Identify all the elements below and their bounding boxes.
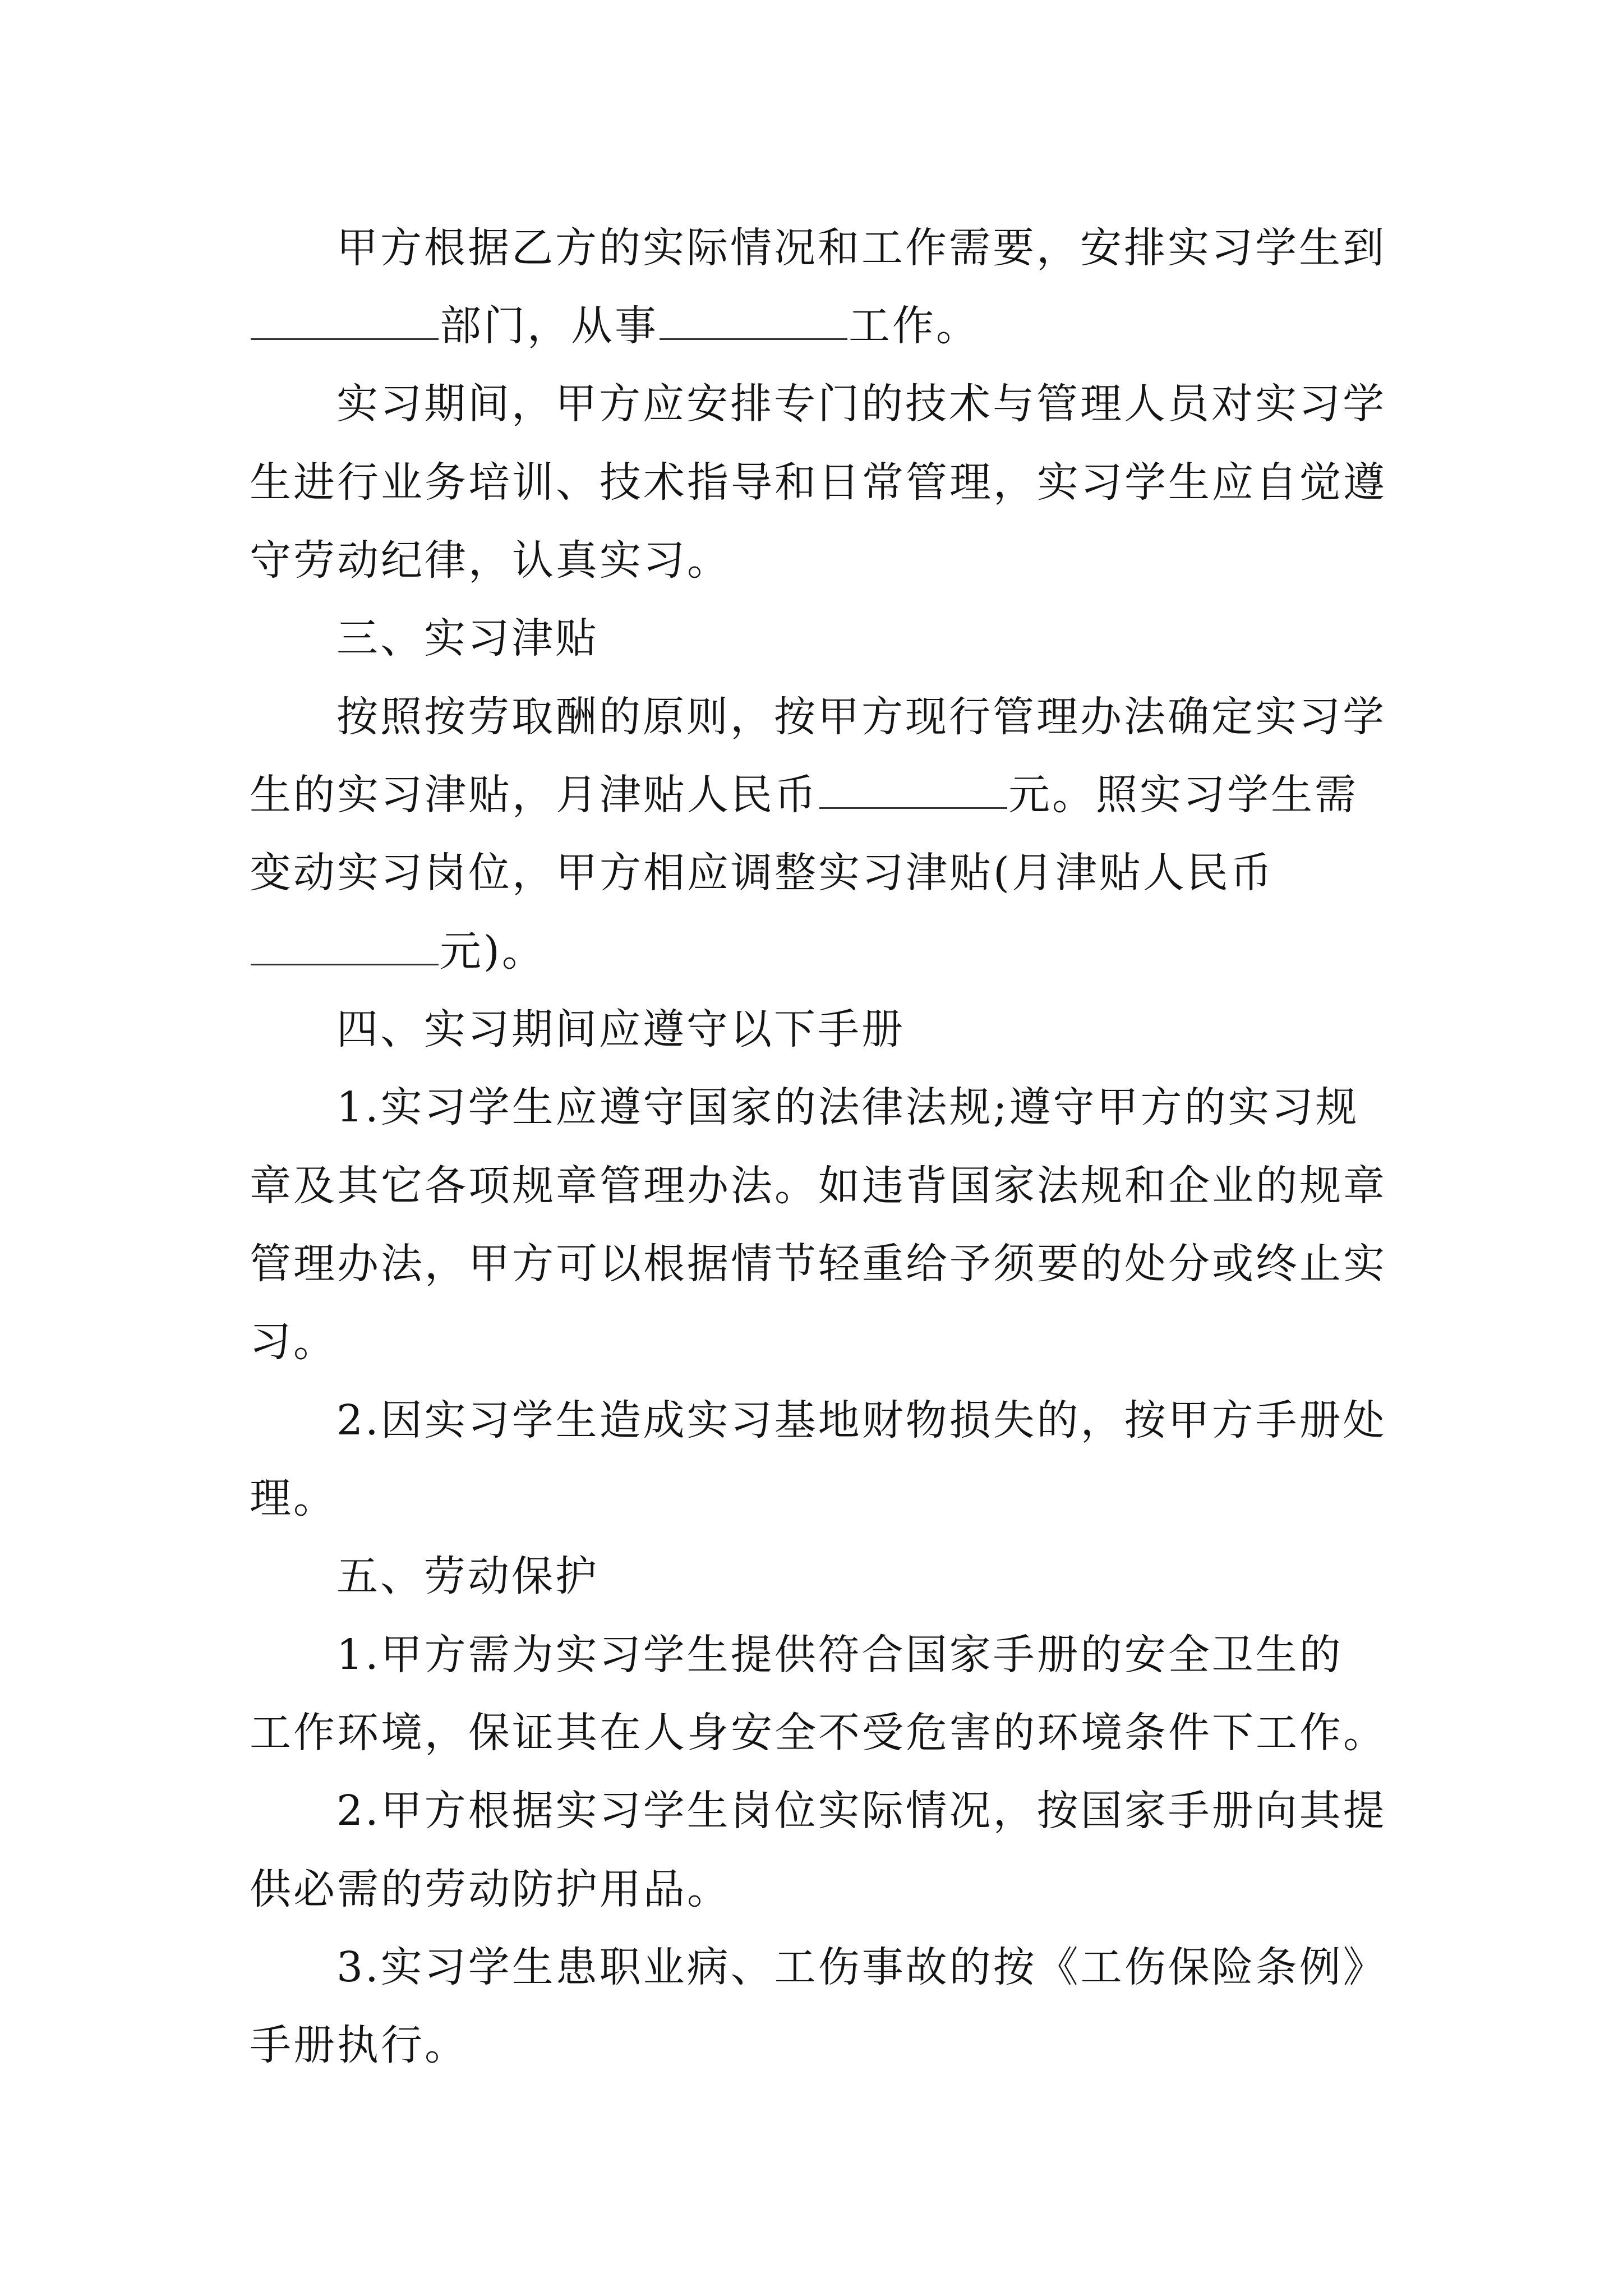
paragraph-line: 理。 <box>250 1474 337 1522</box>
line-segment: 工作。 <box>849 302 980 350</box>
paragraph-line: 按照按劳取酬的原则，按甲方现行管理办法确定实习学 <box>336 693 1386 741</box>
paragraph-line: 守劳动纪律，认真实习。 <box>250 536 731 585</box>
paragraph-line: 手册执行。 <box>250 2021 468 2069</box>
paragraph-line: 供必需的劳动防护用品。 <box>250 1865 731 1913</box>
line-segment: 元)。 <box>440 927 546 976</box>
fill-blank-adjusted-allowance[interactable] <box>251 930 439 965</box>
paragraph-line: 章及其它各项规章管理办法。如违背国家法规和企业的规章 <box>250 1162 1387 1210</box>
paragraph-line: 生进行业务培训、技术指导和日常管理，实习学生应自觉遵 <box>250 458 1387 507</box>
paragraph-line: 工作环境，保证其在人身安全不受危害的环境条件下工作。 <box>250 1709 1387 1757</box>
section-heading: 四、实习期间应遵守以下手册 <box>336 1005 905 1053</box>
paragraph-line: 管理办法，甲方可以根据情节轻重给予须要的处分或终止实 <box>250 1240 1387 1288</box>
paragraph-line <box>250 767 1394 823</box>
line-segment: 部门，从事 <box>440 302 658 350</box>
paragraph-line: 实习期间，甲方应安排专门的技术与管理人员对实习学 <box>336 380 1386 428</box>
paragraph-line: 1.甲方需为实习学生提供符合国家手册的安全卫生的 <box>336 1631 1343 1679</box>
paragraph-line <box>250 298 1394 354</box>
line-segment: 元。照实习学生需 <box>1008 771 1358 819</box>
paragraph-line: 甲方根据乙方的实际情况和工作需要，安排实习学生到 <box>336 224 1386 272</box>
paragraph-line: 2.甲方根据实习学生岗位实际情况，按国家手册向其提 <box>336 1787 1387 1835</box>
paragraph-line: 1.实习学生应遵守国家的法律法规;遵守甲方的实习规 <box>336 1083 1359 1131</box>
section-heading: 五、劳动保护 <box>336 1552 599 1600</box>
line-segment: 生的实习津贴，月津贴人民币 <box>250 771 818 819</box>
fill-blank-allowance[interactable] <box>819 774 1007 809</box>
paragraph-line <box>250 923 1394 979</box>
paragraph-line: 习。 <box>250 1318 337 1366</box>
paragraph-line: 2.因实习学生造成实习基地财物损失的，按甲方手册处 <box>336 1396 1387 1444</box>
fill-blank-department[interactable] <box>251 305 439 340</box>
fill-blank-work[interactable] <box>660 305 847 340</box>
section-heading: 三、实习津贴 <box>336 614 599 662</box>
paragraph-line: 变动实习岗位，甲方相应调整实习津贴(月津贴人民币 <box>250 849 1274 897</box>
paragraph-line: 3.实习学生患职业病、工伤事故的按《工伤保险条例》 <box>336 1943 1387 1991</box>
